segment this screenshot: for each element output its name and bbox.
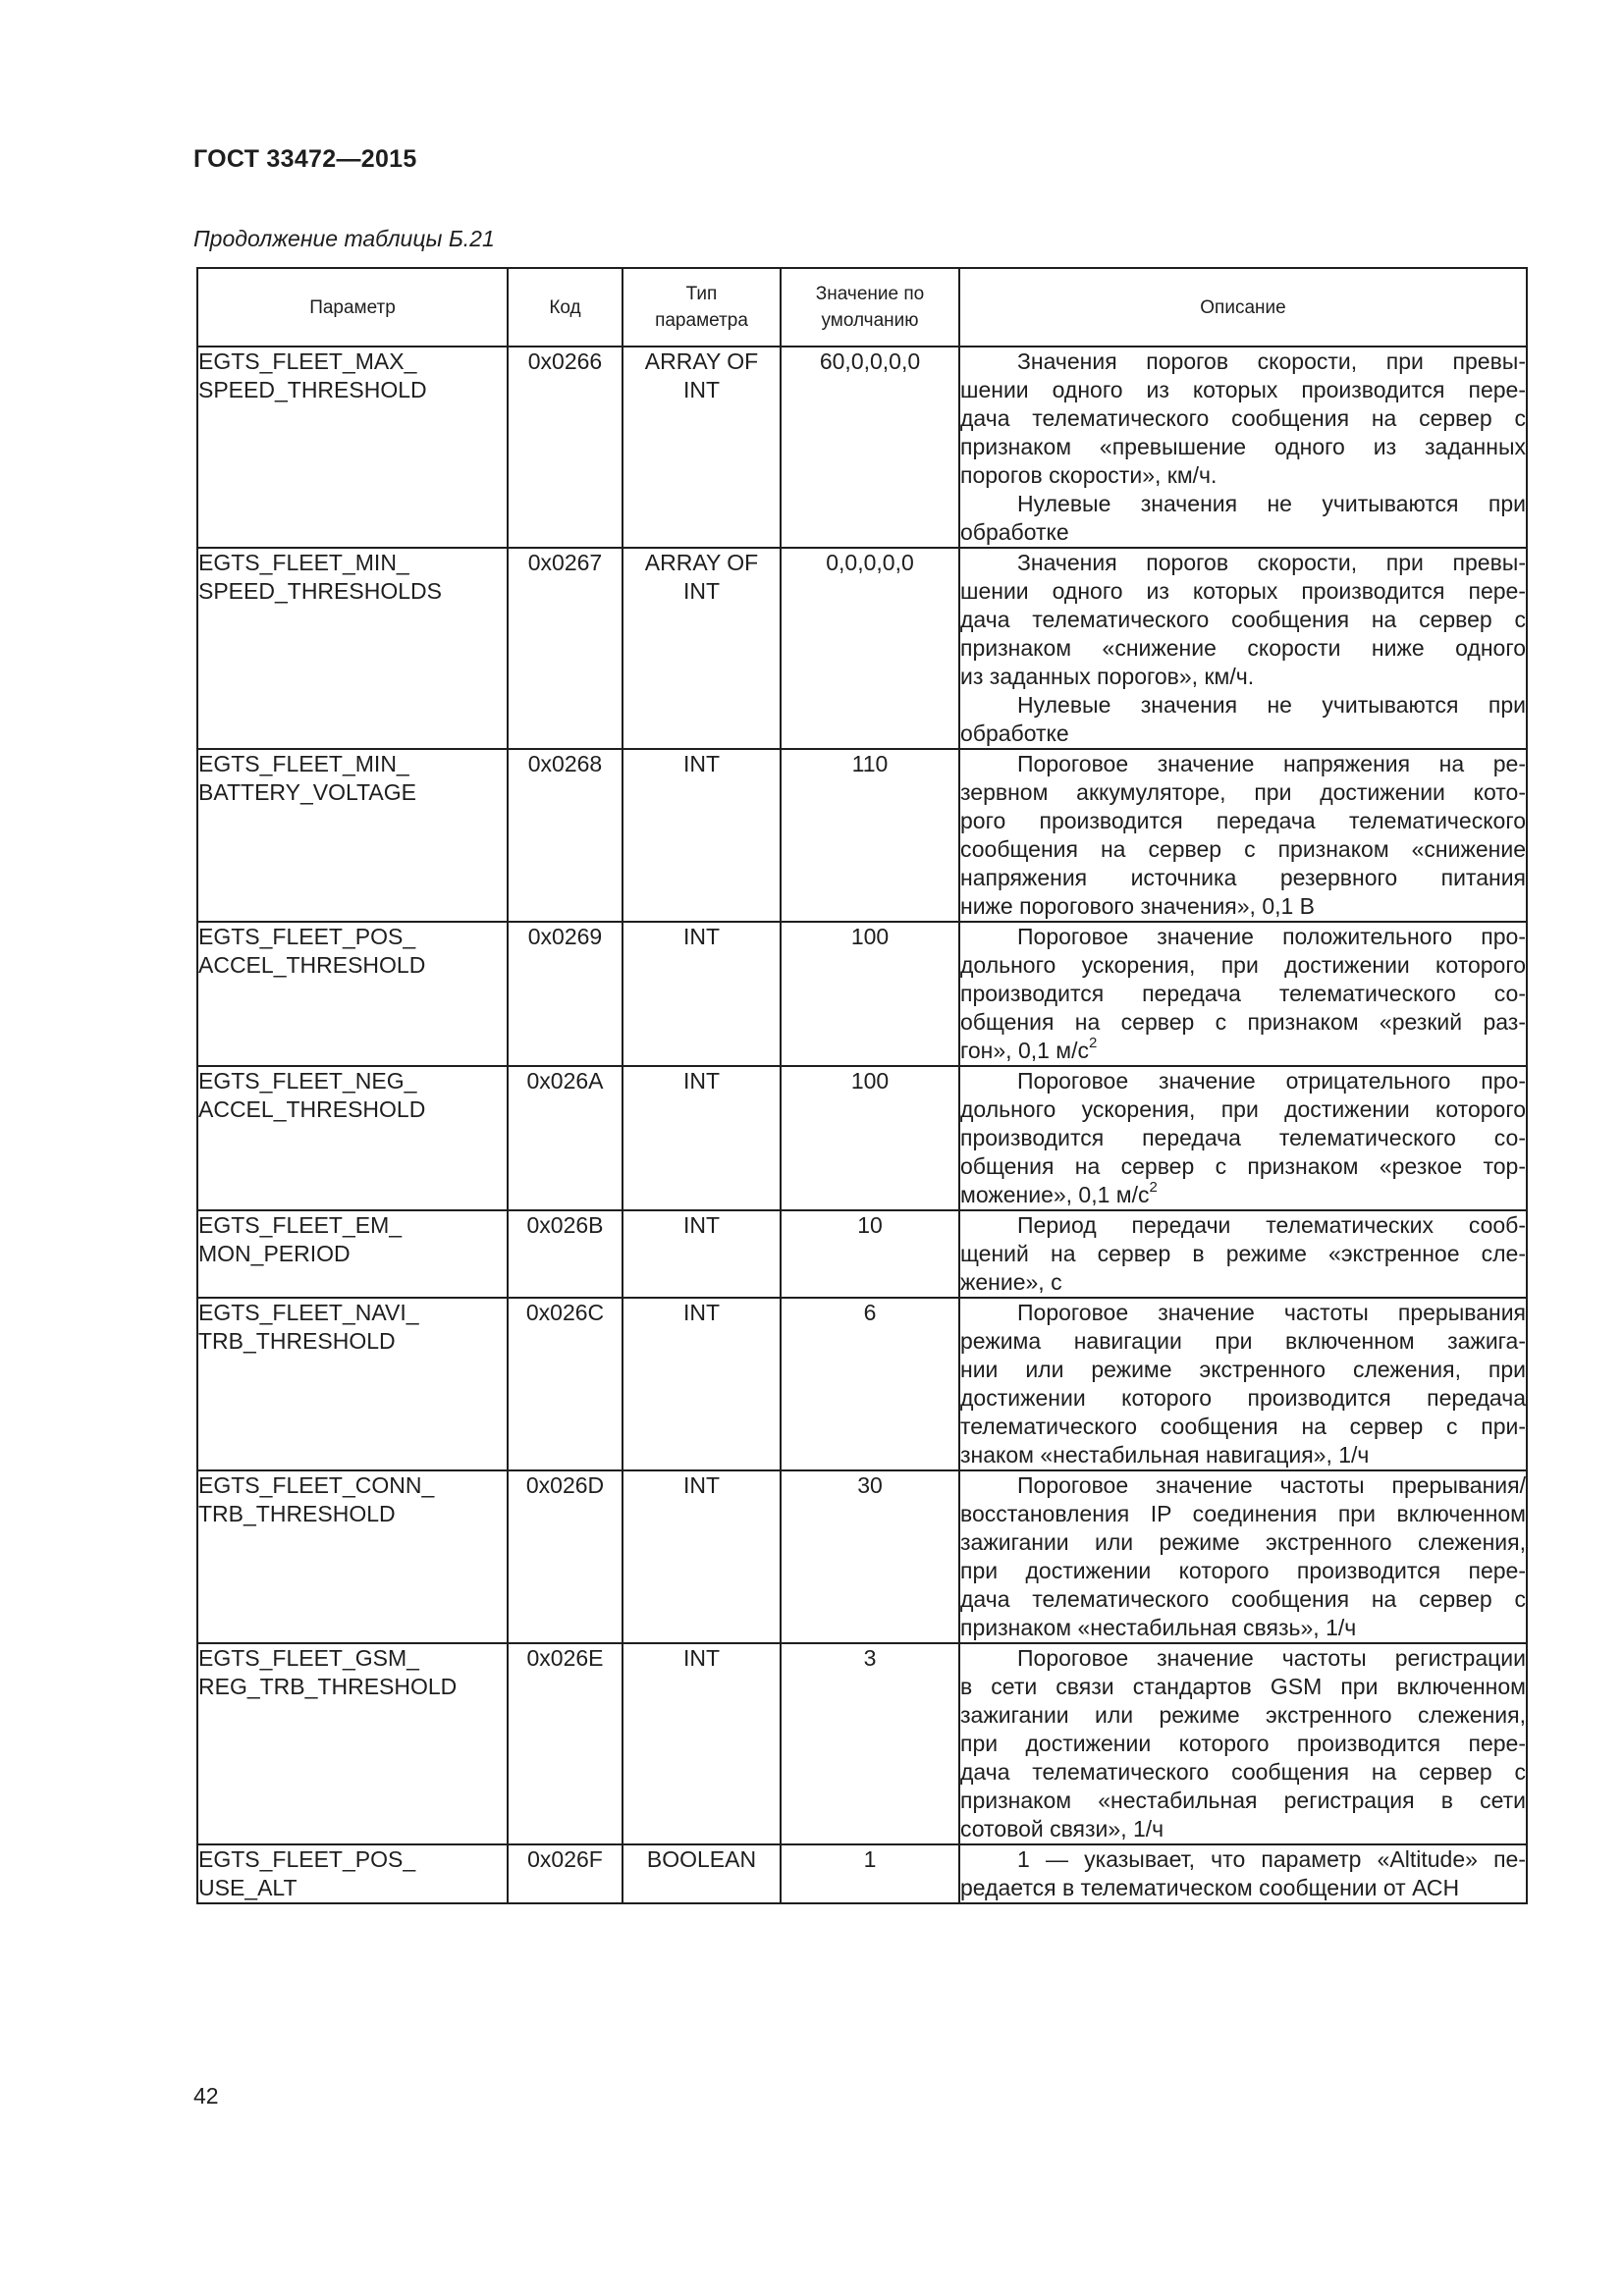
cell-line: EGTS_FLEET_CONN_ [198, 1472, 435, 1498]
cell-line: 10 [857, 1212, 883, 1238]
description-line [960, 1384, 1526, 1413]
description-text: шении одного из которых производится пере- [960, 377, 1526, 402]
description-text: порогов скорости», км/ч. [960, 462, 1218, 488]
description-line [960, 1152, 1526, 1181]
description-line [960, 1124, 1526, 1152]
cell-line: INT [682, 1300, 721, 1325]
page-number: 42 [193, 2083, 219, 2109]
cell-line: BATTERY_VOLTAGE [198, 779, 416, 805]
description-text: рого производится передача телематического [960, 808, 1526, 833]
cell-line: 0x0268 [527, 751, 603, 776]
description-line [960, 634, 1526, 663]
description-cell [959, 1470, 1527, 1643]
type-cell [623, 1470, 781, 1643]
description-line [960, 1815, 1526, 1843]
column-header-line: параметра [655, 310, 748, 331]
description-line [960, 461, 1526, 490]
type-cell [623, 1298, 781, 1470]
default-cell [781, 548, 959, 749]
description-text: зажигании или режиме экстренного слежения, [960, 1702, 1526, 1728]
default-cell [781, 1470, 959, 1643]
description-line [960, 1701, 1526, 1730]
param-cell [197, 1210, 508, 1298]
description-text: производится передача телематического со- [960, 981, 1526, 1006]
cell-line: 3 [863, 1645, 877, 1671]
cell-line: INT [682, 1645, 721, 1671]
description-text: сотовой связи», 1/ч [960, 1816, 1164, 1842]
type-cell [623, 1210, 781, 1298]
default-cell [781, 1844, 959, 1903]
code-cell [508, 1643, 623, 1844]
cell-line: EGTS_FLEET_MIN_ [198, 550, 409, 575]
description-line [960, 1787, 1526, 1815]
param-cell [197, 1470, 508, 1643]
code-cell [508, 922, 623, 1066]
cell-line: TRB_THRESHOLD [198, 1501, 396, 1526]
table-body [197, 347, 1527, 1903]
description-text: производится передача телематического со- [960, 1125, 1526, 1150]
description-text: щений на сервер в режиме «экстренное сле- [960, 1241, 1526, 1266]
description-line [960, 347, 1526, 376]
description-line [960, 750, 1526, 778]
cell-line: 0x026D [525, 1472, 605, 1498]
description-line [960, 1037, 1526, 1065]
description-text: знаком «нестабильная навигация», 1/ч [960, 1442, 1370, 1468]
cell-line: 100 [850, 1068, 890, 1094]
cell-line: INT [682, 924, 721, 949]
description-cell [959, 1298, 1527, 1470]
description-text: в сети связи стандартов GSM при включенном [960, 1674, 1526, 1699]
table-row [197, 922, 1527, 1066]
description-text: общения на сервер с признаком «резкий раз- [960, 1009, 1526, 1035]
description-line [960, 433, 1526, 461]
cell-line: 0,0,0,0,0 [826, 550, 914, 575]
superscript: 2 [1089, 1035, 1098, 1052]
code-cell [508, 1844, 623, 1903]
description-text: Нулевые значения не учитываются при [1017, 692, 1526, 718]
description-text: из заданных порогов», км/ч. [960, 664, 1255, 689]
description-line [960, 864, 1526, 892]
type-cell [623, 922, 781, 1066]
description-line [960, 1557, 1526, 1585]
description-line [960, 835, 1526, 864]
description-text: шении одного из которых производится пере- [960, 578, 1526, 604]
default-cell [781, 1210, 959, 1298]
description-cell [959, 1210, 1527, 1298]
description-line [960, 1413, 1526, 1441]
table-row [197, 1643, 1527, 1844]
table-row [197, 1470, 1527, 1643]
description-line [960, 1874, 1526, 1902]
description-text: общения на сервер с признаком «резкое тор- [960, 1153, 1526, 1179]
cell-line: EGTS_FLEET_MIN_ [198, 751, 409, 776]
description-text: редается в телематическом сообщении от АСН [960, 1875, 1460, 1900]
cell-line: EGTS_FLEET_GSM_ [198, 1645, 419, 1671]
cell-line: 6 [863, 1300, 877, 1325]
type-cell [623, 548, 781, 749]
description-text: Значения порогов скорости, при превы- [1017, 550, 1526, 575]
code-cell [508, 347, 623, 548]
cell-line: 0x026E [526, 1645, 604, 1671]
code-cell [508, 1470, 623, 1643]
type-cell [623, 347, 781, 548]
cell-line: INT [682, 578, 721, 604]
description-text: при достижении которого производится пере- [960, 1731, 1526, 1756]
default-cell [781, 922, 959, 1066]
description-text: Пороговое значение частоты прерывания/ [1017, 1472, 1526, 1498]
description-text: напряжения источника резервного питания [960, 865, 1526, 890]
description-line [960, 1585, 1526, 1614]
description-text: ниже порогового значения», 0,1 В [960, 893, 1316, 919]
description-line [960, 807, 1526, 835]
code-cell [508, 1298, 623, 1470]
description-text: сообщения на сервер с признаком «снижение [960, 836, 1526, 862]
description-line [960, 1471, 1526, 1500]
description-text: дача телематического сообщения на сервер с [960, 607, 1526, 632]
description-line [960, 1441, 1526, 1469]
description-text: режима навигации при включенном зажига- [960, 1328, 1526, 1354]
description-cell [959, 548, 1527, 749]
cell-line: ARRAY OF [644, 348, 759, 374]
description-text: зервном аккумуляторе, при достижении кото- [960, 779, 1526, 805]
description-text: жение», с [960, 1269, 1062, 1295]
description-text: зажигании или режиме экстренного слежения, [960, 1529, 1526, 1555]
cell-line: 60,0,0,0,0 [819, 348, 921, 374]
cell-line: 0x026A [526, 1068, 604, 1094]
type-cell [623, 1844, 781, 1903]
description-line [960, 404, 1526, 433]
cell-line: 100 [850, 924, 890, 949]
cell-line: 0x026F [527, 1846, 603, 1872]
description-text: дольного ускорения, при достижении которого [960, 952, 1526, 978]
description-text: дача телематического сообщения на сервер с [960, 1586, 1526, 1612]
superscript: 2 [1149, 1179, 1158, 1197]
cell-line: USE_ALT [198, 1875, 298, 1900]
description-line [960, 778, 1526, 807]
type-cell [623, 1066, 781, 1210]
cell-line: ACCEL_THRESHOLD [198, 1096, 426, 1122]
code-cell [508, 1066, 623, 1210]
parameters-table [196, 267, 1528, 1904]
description-text: признаком «снижение скорости ниже одного [960, 635, 1526, 661]
cell-line: INT [682, 1068, 721, 1094]
description-line [960, 1240, 1526, 1268]
description-text: Пороговое значение напряжения на ре- [1017, 751, 1526, 776]
cell-line: SPEED_THRESHOLDS [198, 578, 442, 604]
standard-title: ГОСТ 33472—2015 [193, 145, 417, 173]
description-line [960, 1268, 1526, 1297]
cell-line: ARRAY OF [644, 550, 759, 575]
description-line [960, 1095, 1526, 1124]
description-cell [959, 1844, 1527, 1903]
description-line [960, 518, 1526, 547]
type-cell [623, 1643, 781, 1844]
description-text: дольного ускорения, при достижении которого [960, 1096, 1526, 1122]
description-line [960, 1644, 1526, 1673]
table-caption: Продолжение таблицы Б.21 [193, 226, 495, 251]
description-text: дача телематического сообщения на сервер с [960, 1759, 1526, 1785]
cell-line: REG_TRB_THRESHOLD [198, 1674, 458, 1699]
table-row [197, 749, 1527, 922]
code-cell [508, 1210, 623, 1298]
param-cell [197, 347, 508, 548]
column-header-line: Описание [1200, 296, 1286, 318]
description-line [960, 720, 1526, 748]
description-text: Пороговое значение положительного про- [1017, 924, 1526, 949]
column-header [508, 268, 623, 347]
param-cell [197, 1643, 508, 1844]
column-header-line: Тип [685, 284, 718, 304]
param-cell [197, 749, 508, 922]
description-line [960, 892, 1526, 921]
description-line [960, 1673, 1526, 1701]
default-cell [781, 347, 959, 548]
param-cell [197, 1298, 508, 1470]
column-header-line: Значение по [815, 284, 925, 304]
column-header-line: умолчанию [821, 310, 919, 331]
default-cell [781, 749, 959, 922]
cell-line: MON_PERIOD [198, 1241, 351, 1266]
column-header-line: Код [549, 296, 581, 318]
description-line [960, 1327, 1526, 1356]
table-row [197, 548, 1527, 749]
description-line [960, 1730, 1526, 1758]
description-line [960, 1356, 1526, 1384]
description-line [960, 691, 1526, 720]
description-text: при достижении которого производится пере- [960, 1558, 1526, 1583]
description-line [960, 1211, 1526, 1240]
description-text: обработке [960, 519, 1069, 545]
description-line [960, 577, 1526, 606]
param-cell [197, 1066, 508, 1210]
description-line [960, 1758, 1526, 1787]
cell-line: INT [682, 377, 721, 402]
cell-line: SPEED_THRESHOLD [198, 377, 427, 402]
cell-line: INT [682, 751, 721, 776]
description-text: Пороговое значение частоты регистрации [1017, 1645, 1526, 1671]
description-line [960, 663, 1526, 691]
description-text: Нулевые значения не учитываются при [1017, 491, 1526, 516]
description-text: Пороговое значение частоты прерывания [1017, 1300, 1526, 1325]
description-text: достижении которого производится передача [960, 1385, 1526, 1411]
description-text: нии или режиме экстренного слежения, при [960, 1357, 1526, 1382]
cell-line: 30 [857, 1472, 883, 1498]
cell-line: 0x0269 [527, 924, 603, 949]
description-cell [959, 347, 1527, 548]
description-line [960, 923, 1526, 951]
cell-line: 0x026B [526, 1212, 604, 1238]
description-text: Значения порогов скорости, при превы- [1017, 348, 1526, 374]
description-cell [959, 1643, 1527, 1844]
description-line [960, 1181, 1526, 1209]
column-header [959, 268, 1527, 347]
description-text: телематического сообщения на сервер с при- [960, 1414, 1526, 1439]
cell-line: 1 [863, 1846, 877, 1872]
description-line [960, 951, 1526, 980]
description-text: можение», 0,1 м/с [960, 1182, 1150, 1207]
param-cell [197, 548, 508, 749]
code-cell [508, 749, 623, 922]
cell-line: ACCEL_THRESHOLD [198, 952, 426, 978]
description-text: 1 — указывает, что параметр «Altitude» пе- [1017, 1846, 1526, 1872]
description-line [960, 376, 1526, 404]
cell-line: EGTS_FLEET_NAVI_ [198, 1300, 419, 1325]
cell-line: INT [682, 1472, 721, 1498]
default-cell [781, 1298, 959, 1470]
param-cell [197, 1844, 508, 1903]
description-text: восстановления IP соединения при включенном [960, 1501, 1526, 1526]
code-cell [508, 548, 623, 749]
description-text: обработке [960, 721, 1069, 746]
column-header [623, 268, 781, 347]
cell-line: INT [682, 1212, 721, 1238]
description-line [960, 549, 1526, 577]
description-line [960, 1067, 1526, 1095]
description-text: признаком «превышение одного из заданных [960, 434, 1526, 459]
table-row [197, 1844, 1527, 1903]
column-header [781, 268, 959, 347]
cell-line: EGTS_FLEET_MAX_ [198, 348, 417, 374]
table-row [197, 347, 1527, 548]
cell-line: BOOLEAN [646, 1846, 757, 1872]
cell-line: 0x0266 [527, 348, 603, 374]
table-row [197, 1066, 1527, 1210]
description-line [960, 1528, 1526, 1557]
description-text: Пороговое значение отрицательного про- [1017, 1068, 1526, 1094]
table-row [197, 1210, 1527, 1298]
description-line [960, 490, 1526, 518]
table-header-row [197, 268, 1527, 347]
description-text: гон», 0,1 м/с [960, 1038, 1090, 1063]
description-line [960, 980, 1526, 1008]
cell-line: EGTS_FLEET_POS_ [198, 1846, 416, 1872]
description-line [960, 1500, 1526, 1528]
description-line [960, 1845, 1526, 1874]
default-cell [781, 1643, 959, 1844]
description-text: признаком «нестабильная регистрация в сети [960, 1788, 1526, 1813]
default-cell [781, 1066, 959, 1210]
description-line [960, 1008, 1526, 1037]
description-cell [959, 922, 1527, 1066]
cell-line: EGTS_FLEET_NEG_ [198, 1068, 417, 1094]
cell-line: EGTS_FLEET_EM_ [198, 1212, 403, 1238]
cell-line: EGTS_FLEET_POS_ [198, 924, 416, 949]
description-text: дача телематического сообщения на сервер с [960, 405, 1526, 431]
cell-line: 0x0267 [527, 550, 603, 575]
cell-line: TRB_THRESHOLD [198, 1328, 396, 1354]
description-line [960, 1614, 1526, 1642]
description-text: Период передачи телематических сооб- [1017, 1212, 1526, 1238]
table-row [197, 1298, 1527, 1470]
column-header [197, 268, 508, 347]
column-header-line: Параметр [309, 296, 396, 318]
description-text: признаком «нестабильная связь», 1/ч [960, 1615, 1357, 1640]
description-line [960, 1299, 1526, 1327]
description-cell [959, 1066, 1527, 1210]
param-cell [197, 922, 508, 1066]
cell-line: 110 [851, 751, 889, 776]
cell-line: 0x026C [525, 1300, 605, 1325]
description-line [960, 606, 1526, 634]
description-cell [959, 749, 1527, 922]
type-cell [623, 749, 781, 922]
